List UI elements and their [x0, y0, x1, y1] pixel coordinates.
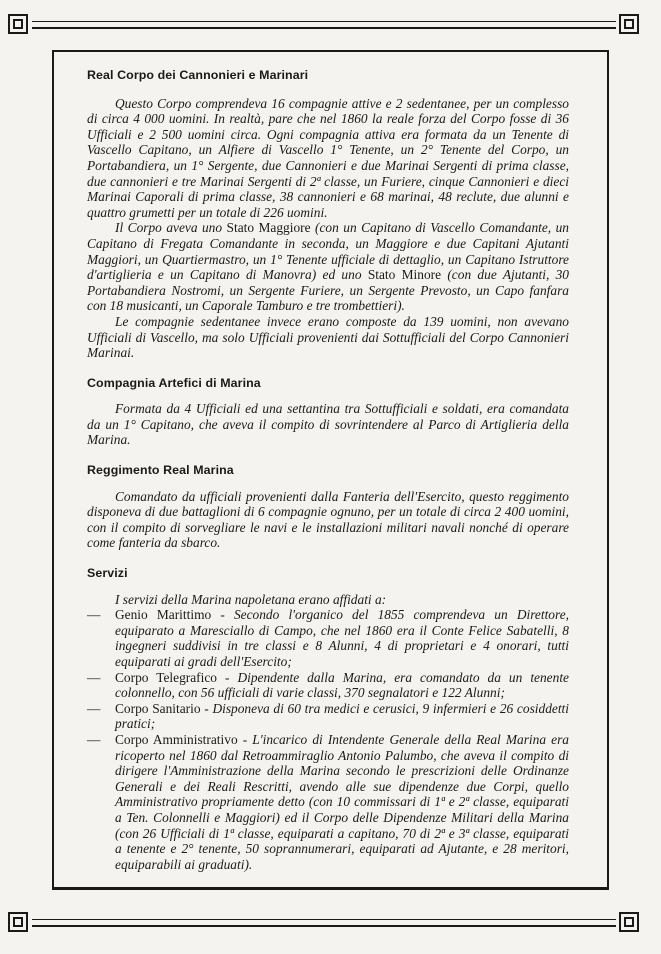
list-item-separator: - — [200, 700, 213, 716]
list-item-text: L'incarico di Intendente Generale della Real Marina era ricoperto nel 1860 dal Retroammiraglio Antonio Palumbo, che aveva il compito di dirigere l'Amministrazione della Marina secondo le prescrizioni delle Ordinanze Generali e dei Reali Rescritti, avendo alle sue dipendenze due Corpi, quello Amministrativo propriamente detto (con 10 commissari di 1ª e 2ª classe, equiparati a Ten. Colonnelli e Maggiori) ed il Corpo delle Dipendenze Militari della Marina (con 26 Ufficiali di 1ª classe, equiparati a capitano, 70 di 2ª e 3ª classe, equiparati a tenente e 2° tenente, 50 soprannumerari, equiparati ad Ajutante, e 28 meritori, equiparabili ai graduati). — [115, 731, 569, 872]
section-artefici — [87, 376, 569, 448]
list-item-text: Disponeva di 60 tra medici e cerusici, 9 infermieri e 26 cosiddetti pratici; — [115, 700, 570, 732]
corner-ornament-top-left — [8, 14, 28, 34]
list-dash: — — [87, 700, 101, 716]
list-item-name: Corpo Sanitario — [115, 700, 201, 716]
list-item — [87, 732, 569, 872]
section-title-corpo: Real Corpo dei Cannonieri e Marinari — [87, 68, 309, 82]
stato-maggiore-term: Stato Maggiore — [226, 220, 311, 236]
list-item-separator: - — [211, 607, 234, 623]
section-corpo — [87, 68, 569, 361]
paragraph-corpo-2-c: (con un Capitano di Vascello Comandante, un Capitano di Fregata Comandante in seconda, un Maggiore e due Capitani Ajutanti Maggiori, un Quartiermastro, un 1° Tenente ufficiale di dettaglio, un Capitano Istruttore d'artiglieria e un Capitano di Manovra) ed uno — [87, 220, 569, 283]
list-dash: — — [87, 731, 101, 747]
paragraph-reggimento-1: Comandato da ufficiali provenienti dalla Fanteria dell'Esercito, questo reggimento disponeva di due battaglioni di 6 compagnie ognuno, per un totale di circa 2 400 uomini, con il compito di sorvegliare le navi e le installazioni militari navali nonché di operare come fanteria da sbarco. — [87, 488, 569, 551]
paragraph-artefici-1: Formata da 4 Ufficiali ed una settantina tra Sottufficiali e soldati, era comandata da un 1° Capitano, che aveva il compito di sovrintendere al Parco di Artiglieria della Marina. — [87, 401, 569, 448]
list-item-separator: - — [237, 731, 253, 747]
section-title-servizi: Servizi — [87, 566, 128, 581]
paragraph-corpo-2-a: Il Corpo aveva uno — [115, 220, 227, 236]
paragraph-corpo-3: Le compagnie sedentanee invece erano composte da 139 uomini, non avevano Ufficiali di Vascello, ma solo Ufficiali provenienti dai Sottufficiali del Corpo Cannonieri Marinai. — [87, 313, 569, 361]
section-title-reggimento: Reggimento Real Marina — [87, 463, 234, 478]
section-servizi — [87, 566, 569, 872]
corner-ornament-bottom-left — [8, 912, 28, 932]
paragraph-servizi-intro: I servizi della Marina napoletana erano affidati a: — [115, 591, 387, 607]
section-title-artefici: Compagnia Artefici di Marina — [87, 375, 261, 390]
list-item-separator: - — [217, 669, 238, 685]
top-rule — [32, 21, 616, 29]
corner-ornament-bottom-right — [619, 912, 639, 932]
list-item-name: Genio Marittimo — [115, 607, 212, 623]
list-item — [87, 701, 569, 732]
list-dash: — — [87, 669, 101, 685]
paragraph-corpo-1: Questo Corpo comprendeva 16 compagnie attive e 2 sedentanee, per un complesso di circa 4 000 uomini. In realtà, pare che nel 1860 la reale forza del Corpo fosse di 36 Ufficiali e 2 500 uomini circa. Ogni compagnia attiva era formata da un Tenente di Vascello Capitano, un Alfiere di Vascello 1° Tenente, un 2° Tenente del Corpo, un Portabandiera, un 1° Sergente, due Cannonieri e due Marinai Sergenti di prima classe, due cannonieri e tre Marinai Sergenti di 2ª classe, un Furiere, cinque Cannonieri e dieci Marinai Caporali di prima classe, 38 cannonieri e 68 marinai, 48 reclute, due alunni e quattro grumetti per un totale di 226 uomini. — [87, 95, 569, 220]
list-dash: — — [87, 607, 101, 623]
list-item-name: Corpo Amministrativo — [115, 731, 238, 747]
section-reggimento — [87, 463, 569, 551]
stato-minore-term: Stato Minore — [367, 267, 442, 283]
list-item-text: Dipendente dalla Marina, era comandato da un tenente colonnello, con 56 ufficiali di varie classi, 370 segnalatori e 122 Alunni; — [115, 669, 569, 701]
page-content — [87, 68, 569, 872]
list-item — [87, 670, 569, 701]
paragraph-corpo-2-e: (con due Ajutanti, 30 Portabandiera Nostromi, un Sergente Furiere, un Sergente Prevosto, un Capo fanfara con 18 musicanti, un Caporale Tamburo e tre trombettieri). — [87, 267, 569, 314]
bottom-rule — [32, 919, 616, 927]
list-item-text: Secondo l'organico del 1855 comprendeva un Direttore, equiparato a Maresciallo di Campo, che nel 1860 era il Conte Felice Sabatelli, 8 ingegneri suddivisi in tre classi e 8 Alunni, 4 di proprietari e 4 onorari, tutti equiparati ai gradi dell'Esercito; — [115, 607, 570, 669]
list-item-name: Corpo Telegrafico — [115, 669, 217, 685]
list-item — [87, 607, 569, 669]
paragraph-corpo-2 — [87, 220, 569, 314]
corner-ornament-top-right — [619, 14, 639, 34]
